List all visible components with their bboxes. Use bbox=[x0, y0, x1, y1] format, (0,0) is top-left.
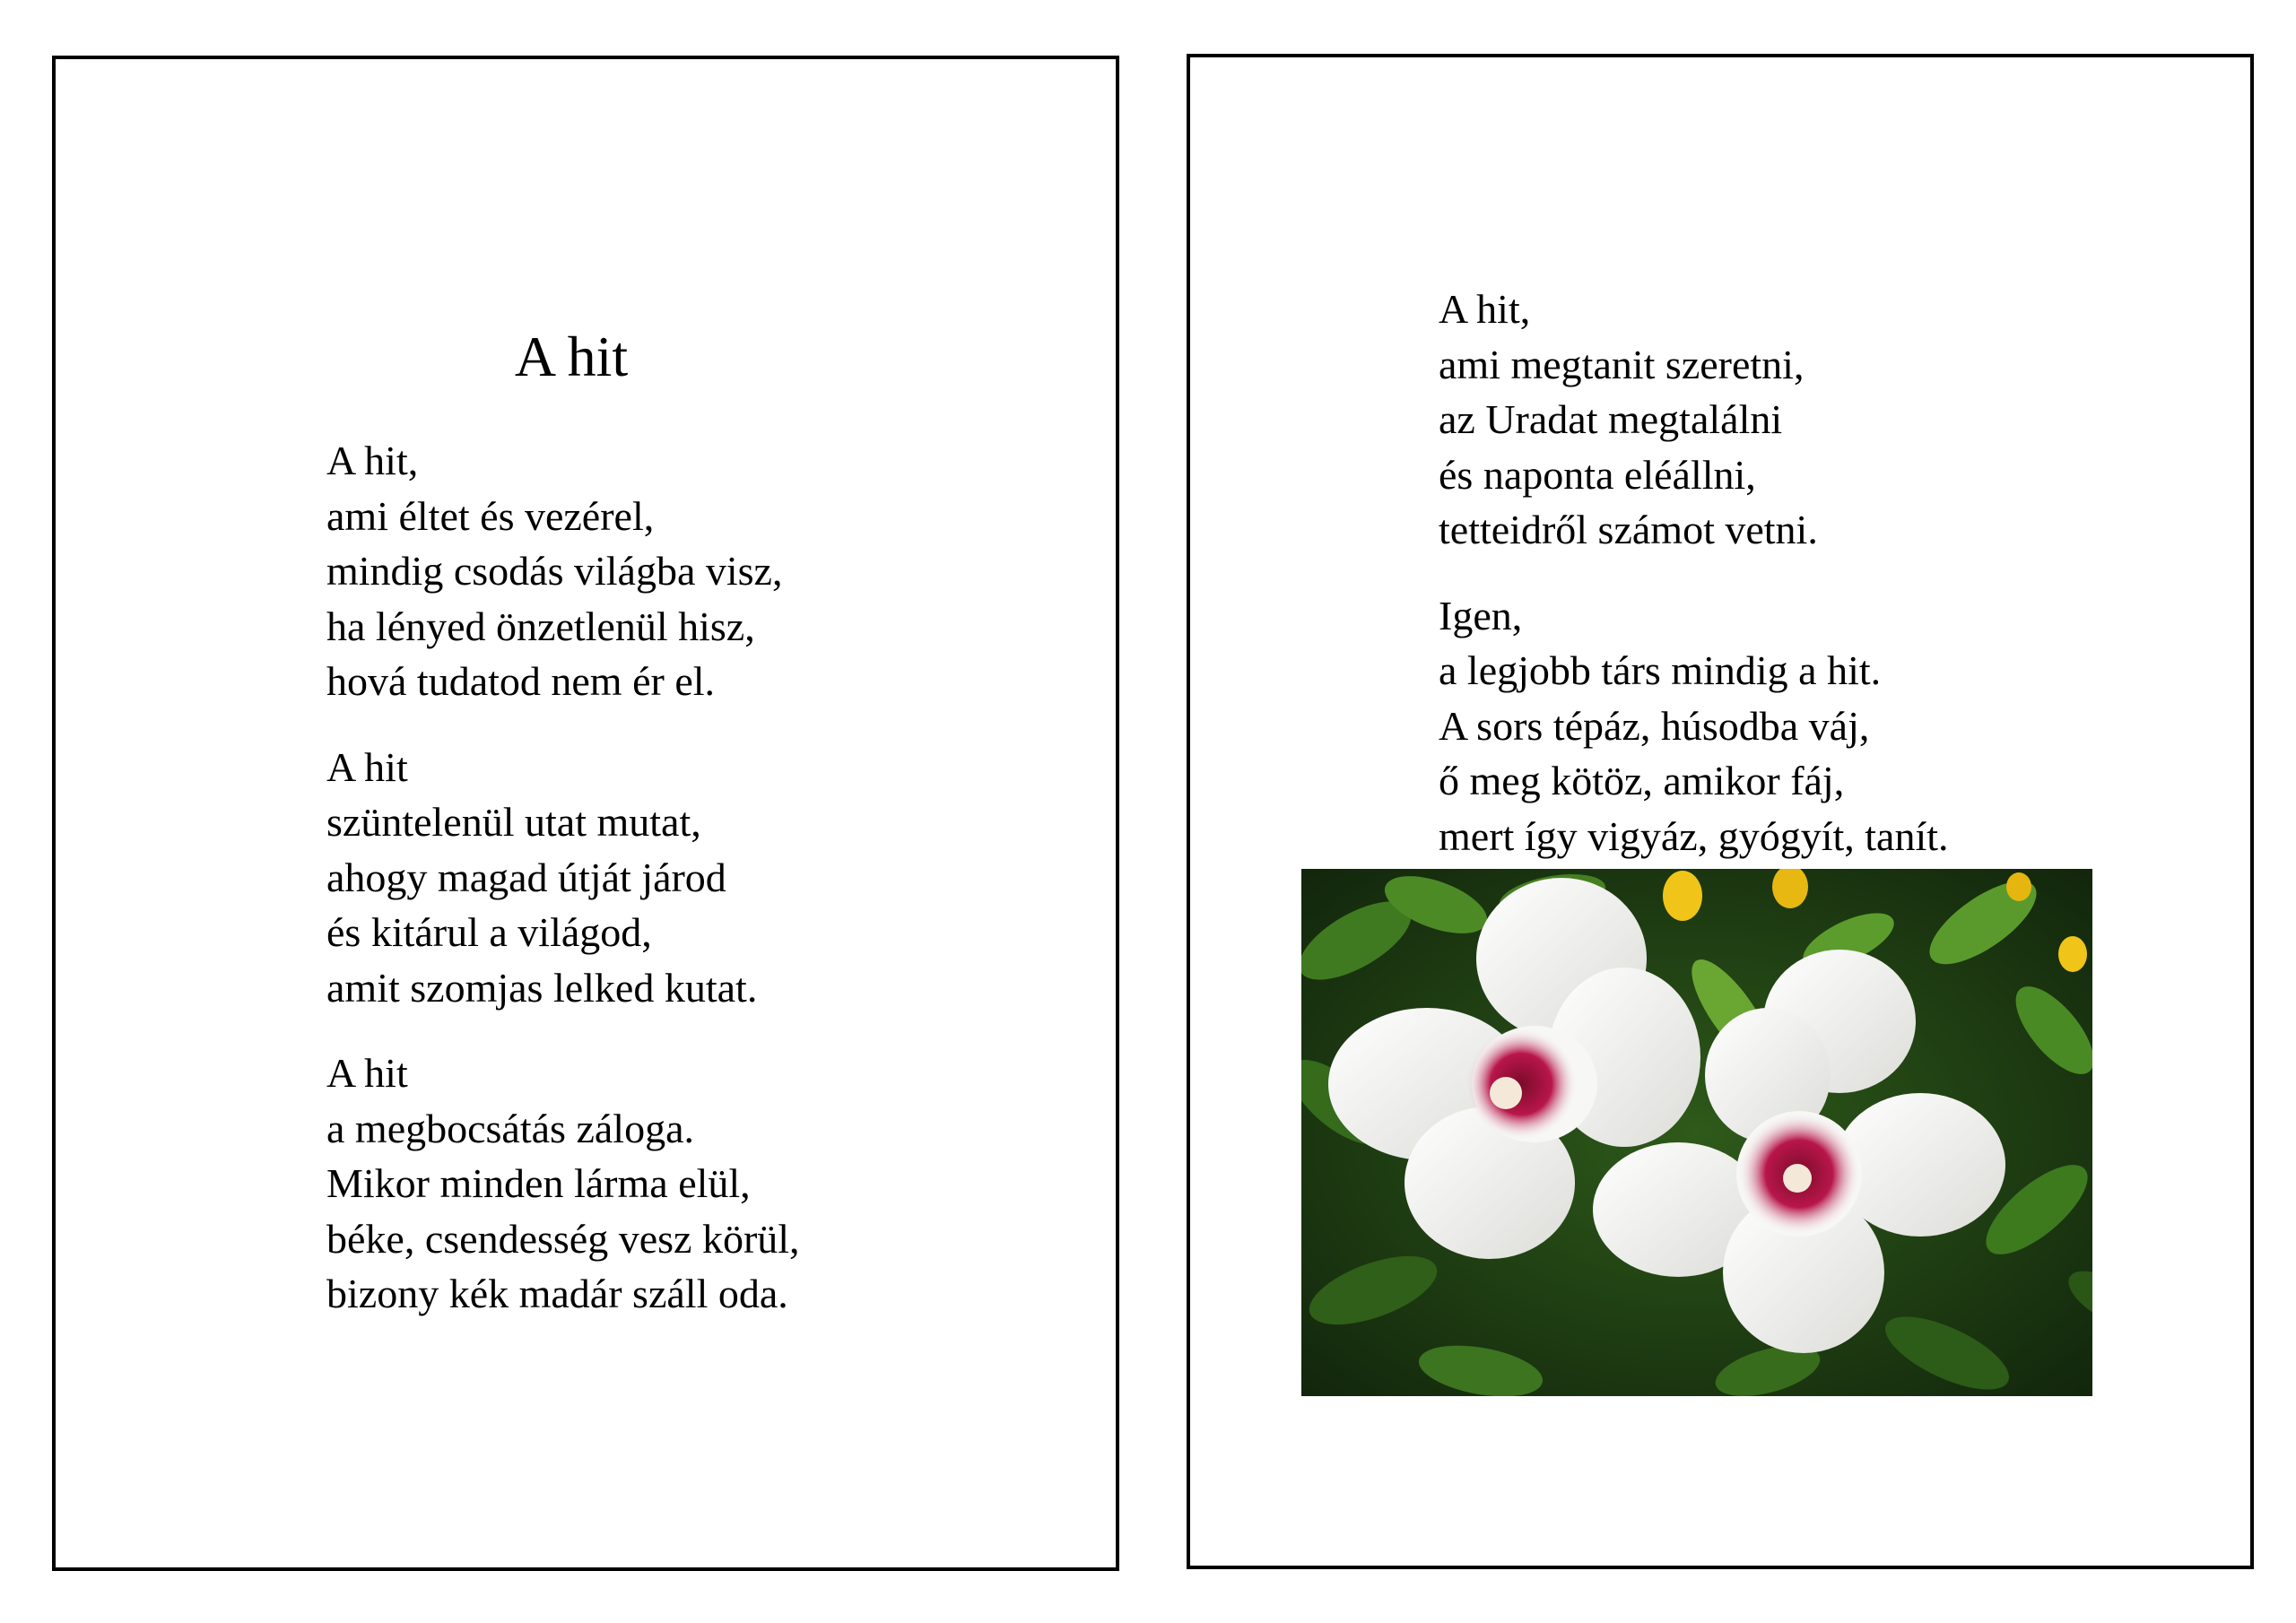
poem-line: A hit bbox=[326, 743, 408, 790]
stanza bbox=[326, 1046, 800, 1322]
hibiscus-photo bbox=[1301, 869, 2092, 1396]
poem-line: ami éltet és vezérel, bbox=[326, 492, 655, 539]
poem-line: bizony kék madár száll oda. bbox=[326, 1271, 788, 1316]
poem-line: a megbocsátás záloga. bbox=[326, 1105, 694, 1151]
poem-line: mert így vigyáz, gyógyít, tanít. bbox=[1439, 812, 1949, 859]
hibiscus-illustration bbox=[1301, 869, 2092, 1396]
poem-line: A sors tépáz, húsodba váj, bbox=[1439, 702, 1870, 749]
poem-line: béke, csendesség vesz körül, bbox=[326, 1215, 800, 1262]
poem-line: az Uradat megtalálni bbox=[1439, 396, 1783, 442]
poem-line: hová tudatod nem ér el. bbox=[326, 658, 716, 704]
poem-line: ha lényed önzetlenül hisz, bbox=[326, 603, 755, 649]
poem-line: Mikor minden lárma elül, bbox=[326, 1160, 751, 1206]
poem-line: ami megtanit szeretni, bbox=[1439, 341, 1805, 387]
poem-line: és kitárul a világod, bbox=[326, 909, 652, 955]
poem-line: A hit, bbox=[326, 438, 419, 483]
poem-title: A hit bbox=[514, 325, 629, 388]
poem-line: és naponta eléállni, bbox=[1439, 451, 1756, 498]
left-stanzas bbox=[326, 433, 800, 1352]
stanza bbox=[326, 740, 800, 1016]
stanza bbox=[326, 433, 800, 709]
poem-line: tetteidről számot vetni. bbox=[1439, 507, 1818, 552]
poem-line: A hit, bbox=[1439, 286, 1531, 332]
right-page bbox=[1187, 54, 2254, 1569]
stanza bbox=[1439, 282, 1949, 558]
poem-line: Igen, bbox=[1439, 592, 1523, 638]
left-page bbox=[52, 56, 1119, 1571]
poem-line: mindig csodás világba visz, bbox=[326, 548, 783, 594]
poem-line: ahogy magad útját járod bbox=[326, 854, 726, 900]
stanza bbox=[1439, 588, 1949, 864]
poem-line: A hit bbox=[326, 1050, 408, 1096]
poem-line: amit szomjas lelked kutat. bbox=[326, 964, 758, 1011]
poem-line: szüntelenül utat mutat, bbox=[326, 799, 701, 845]
poem-line: a legjobb társ mindig a hit. bbox=[1439, 647, 1882, 693]
right-stanzas bbox=[1439, 282, 1949, 894]
poem-line: ő meg kötöz, amikor fáj, bbox=[1439, 758, 1845, 803]
